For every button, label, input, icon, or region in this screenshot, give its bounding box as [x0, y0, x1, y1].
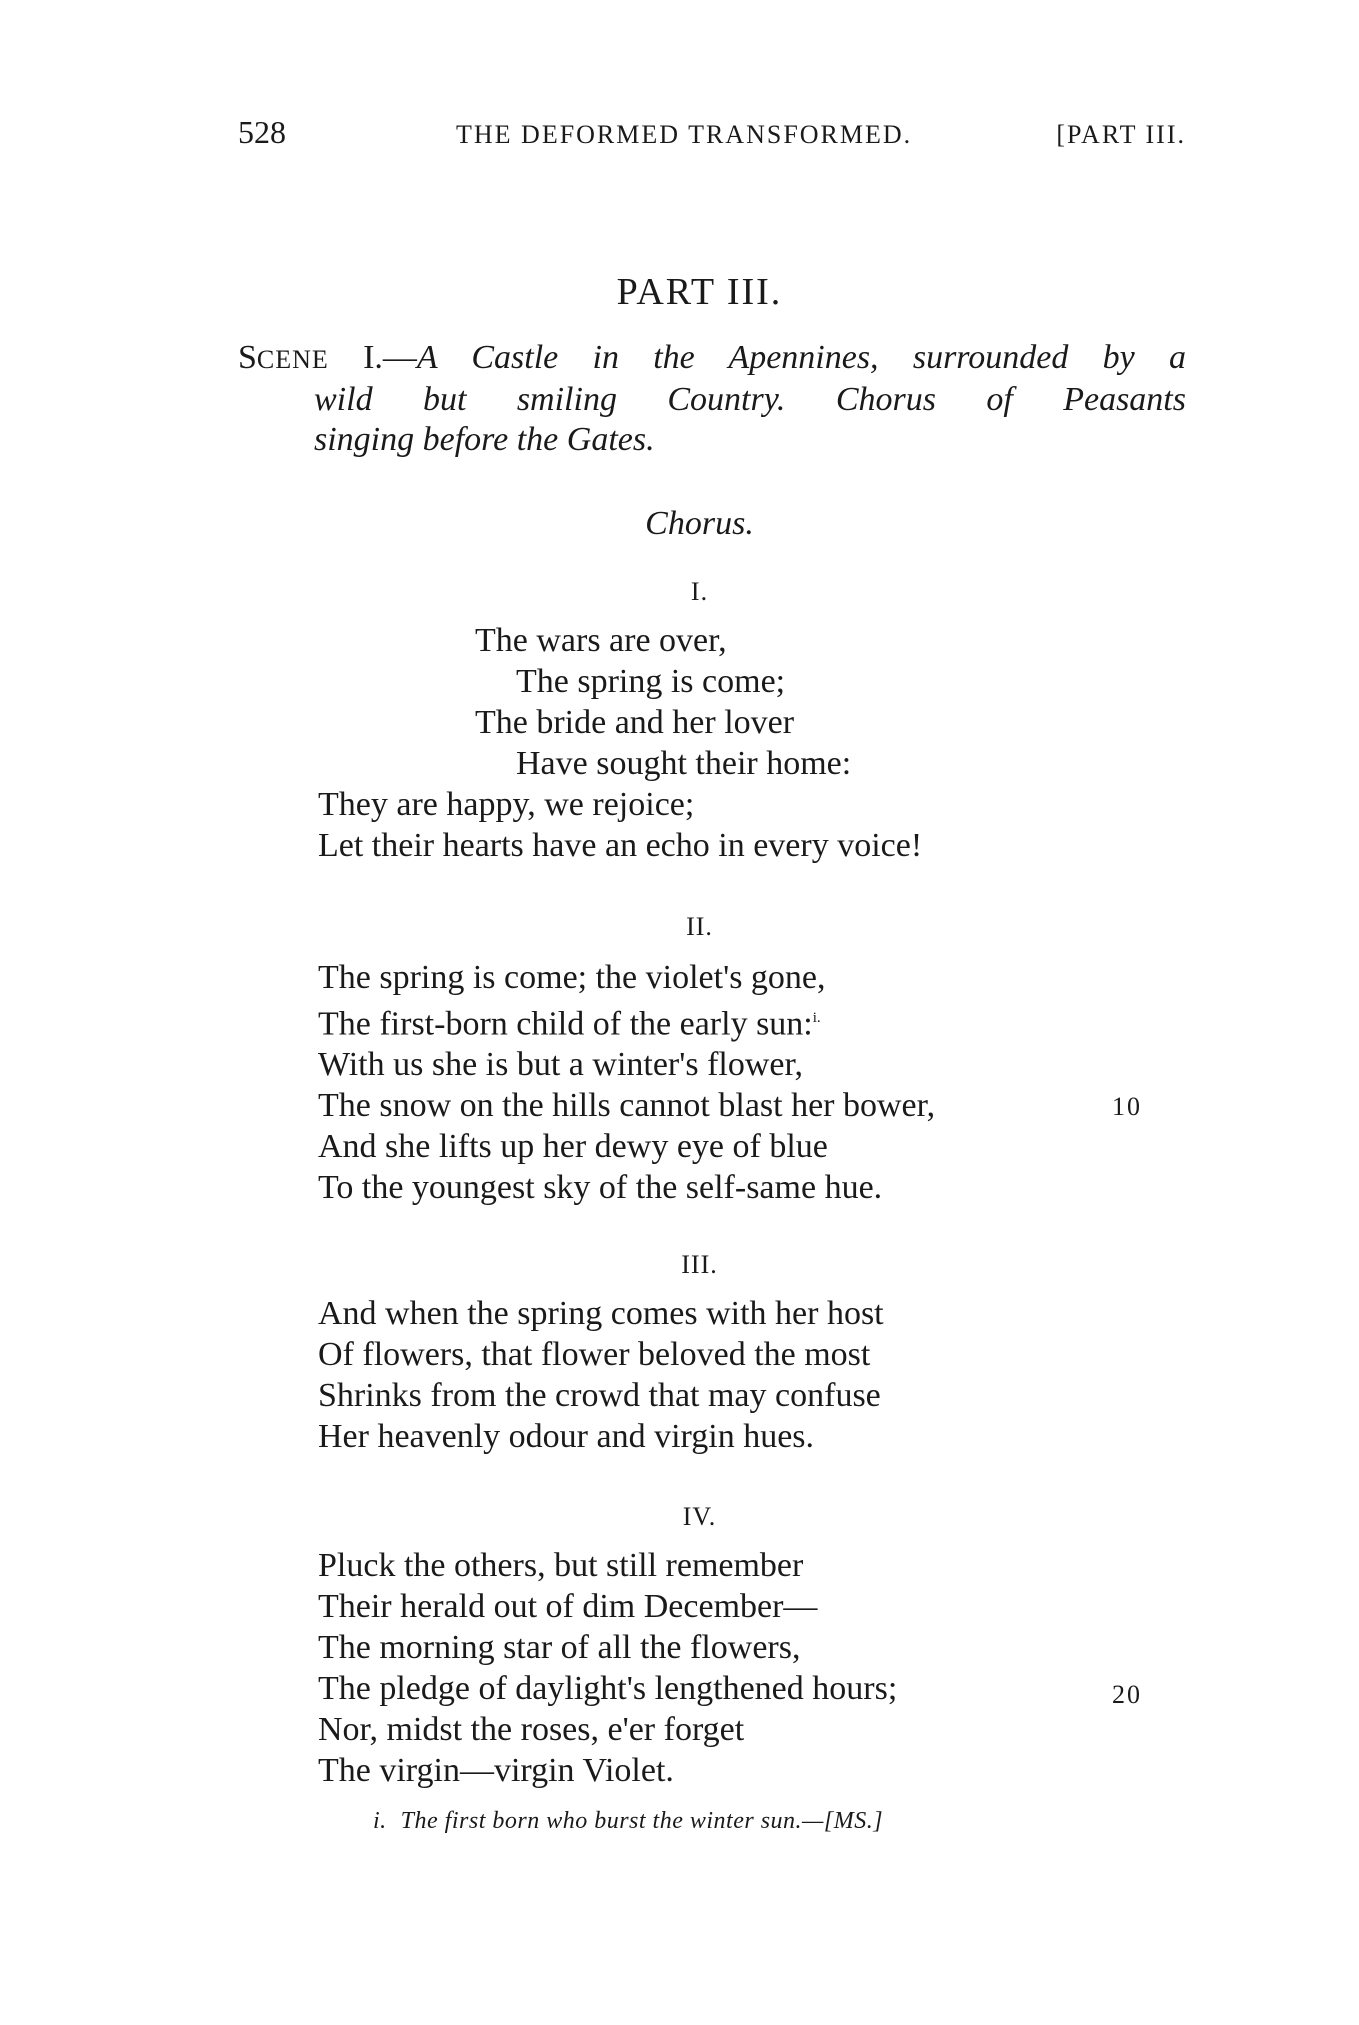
verse-line: The morning star of all the flowers,: [318, 1629, 801, 1666]
scene-line-3: singing before the Gates.: [314, 421, 655, 458]
chorus-heading: Chorus.: [645, 505, 754, 542]
line-number: 10: [1112, 1092, 1142, 1121]
line-number: 20: [1112, 1680, 1142, 1709]
verse-line: And she lifts up her dewy eye of blue: [318, 1128, 828, 1166]
verse-line: Have sought their home:: [516, 745, 852, 782]
verse-line: The wars are over,: [475, 622, 727, 659]
running-part: [PART III.: [1056, 120, 1186, 149]
part-heading: PART III.: [616, 271, 783, 313]
verse-line: Shrinks from the crowd that may confuse: [318, 1377, 881, 1414]
footnote-marker: i.: [373, 1808, 387, 1834]
verse-line: With us she is but a winter's flower,: [318, 1046, 803, 1084]
verse-line: Pluck the others, but still remember: [318, 1547, 804, 1584]
verse-line: Of flowers, that flower beloved the most: [318, 1336, 871, 1373]
verse-line: The spring is come; the violet's gone,: [318, 959, 826, 996]
stanza-2: [318, 957, 935, 1208]
verse-line: Her heavenly odour and virgin hues.: [318, 1418, 815, 1455]
verse-line: The virgin—virgin Violet.: [318, 1752, 674, 1789]
stanza-3: [318, 1293, 884, 1457]
verse-line: Their herald out of dim December—: [318, 1588, 818, 1625]
verse-line: And when the spring comes with her host: [318, 1295, 884, 1332]
stanza-1: [318, 620, 922, 866]
stanza-numeral-2: II.: [686, 912, 713, 941]
verse-line: The spring is come;: [516, 663, 786, 700]
footnote: [373, 1808, 883, 1835]
stanza-numeral-1: I.: [690, 577, 709, 606]
stanza-4: [318, 1545, 897, 1791]
verse-line: The first-born child of the early sun:$^{i.}$: [318, 1005, 821, 1043]
scene-line-2: wild but smiling Country. Chorus of Peasants: [314, 381, 1186, 418]
scene-line-1: SCENE I.—A Castle in the Apennines, surrounded by a: [238, 339, 1186, 376]
page-number: 528: [238, 114, 286, 150]
footnote-text: The first born who burst the winter sun.—[MS.]: [400, 1808, 884, 1834]
running-title: THE DEFORMED TRANSFORMED.: [456, 120, 913, 149]
stanza-numeral-3: III.: [681, 1250, 718, 1279]
verse-line: They are happy, we rejoice;: [318, 786, 695, 823]
note-marker: i.: [812, 1010, 821, 1026]
stanza-numeral-4: IV.: [682, 1502, 717, 1531]
verse-line: The snow on the hills cannot blast her bower,: [318, 1087, 936, 1125]
scene-direction: [238, 338, 1186, 460]
verse-line: The pledge of daylight's lengthened hours;: [318, 1670, 898, 1707]
verse-line: To the youngest sky of the self-same hue.: [318, 1169, 883, 1207]
verse-line: The bride and her lover: [475, 704, 795, 741]
scene-label: SCENE I.—: [238, 339, 417, 376]
verse-line: Nor, midst the roses, e'er forget: [318, 1711, 745, 1748]
verse-line: Let their hearts have an echo in every voice!: [318, 827, 923, 864]
running-head: [238, 114, 1186, 158]
